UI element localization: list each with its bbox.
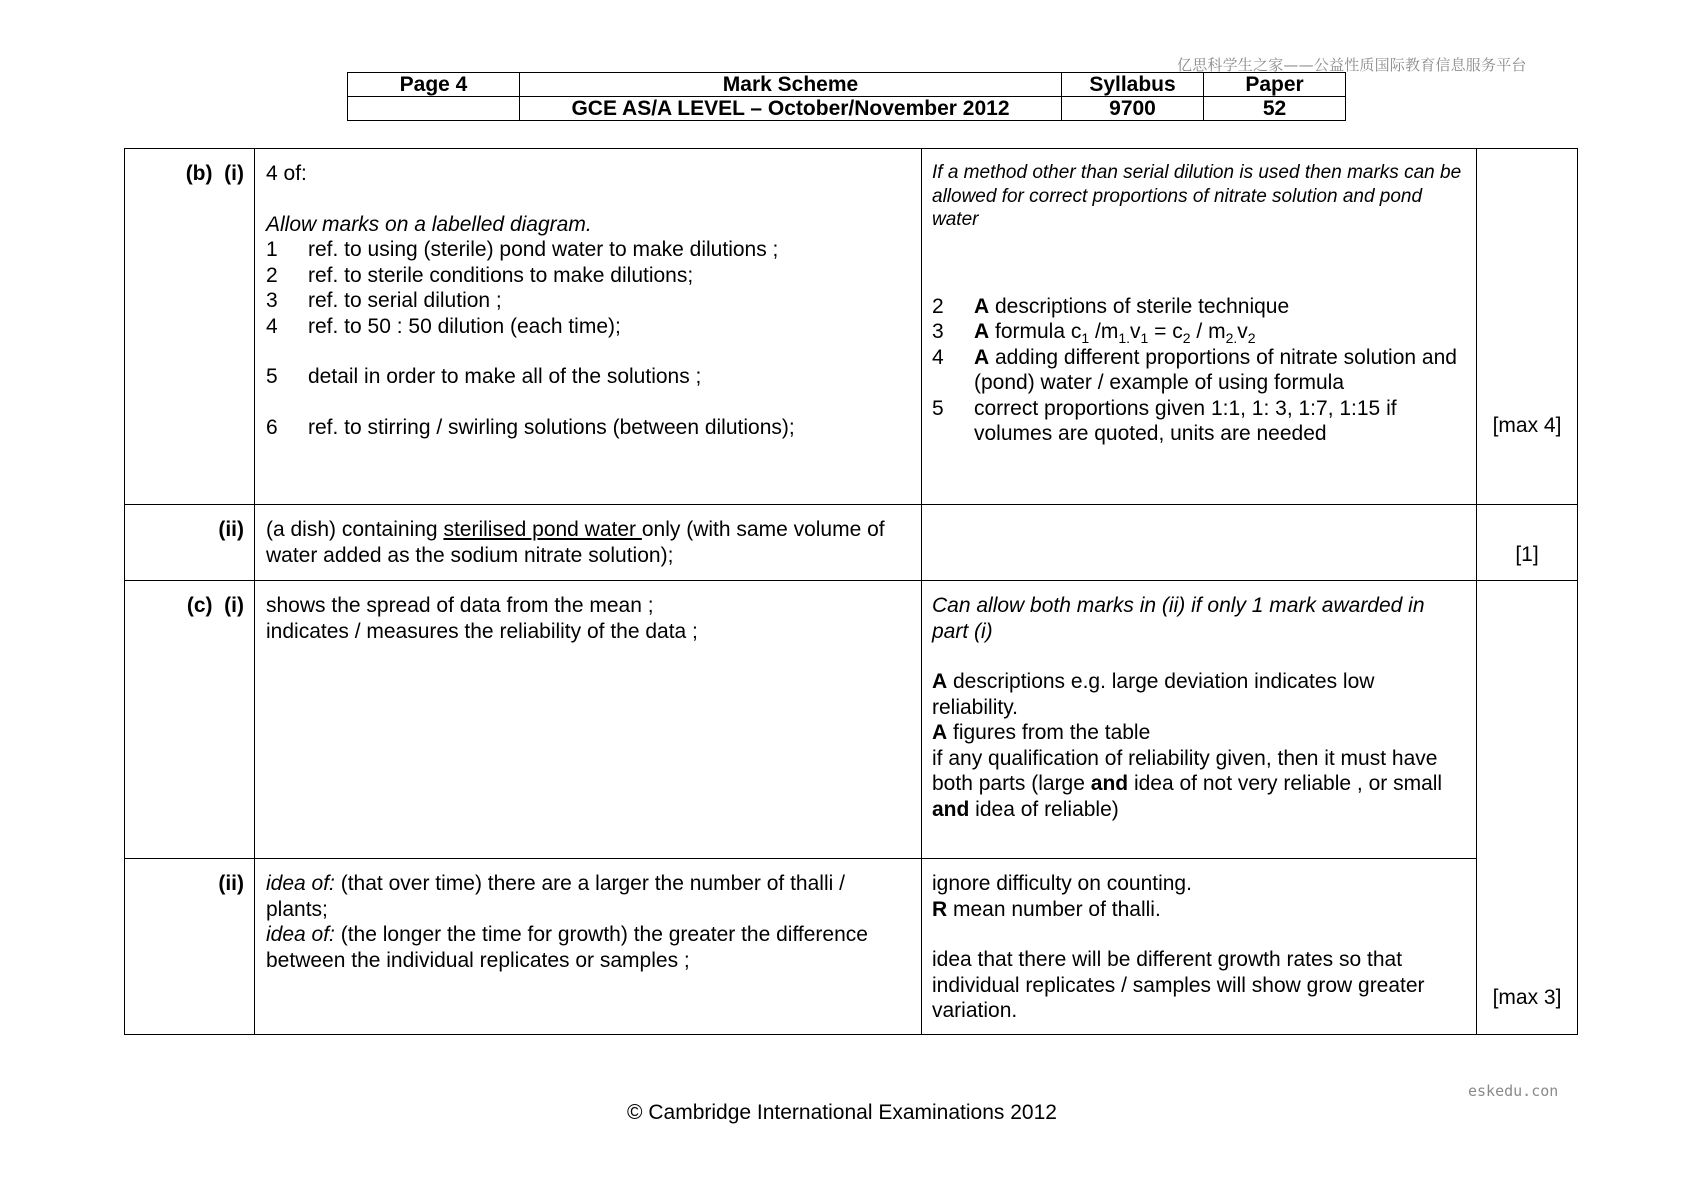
header-blank-cell: [348, 97, 520, 121]
guidance-point: 5 correct proportions given 1:1, 1: 3, 1:7, 1:15 if volumes are quoted, units are needed: [932, 396, 1397, 445]
guidance-point: 2 A descriptions of sterile technique: [932, 294, 1290, 318]
guidance-note: Can allow both marks in (ii) if only 1 mark awarded in part (i): [932, 594, 1425, 643]
answer-line: indicates / measures the reliability of the data ;: [266, 619, 698, 643]
question-label: (b) (i): [185, 162, 244, 185]
copyright-footer: © Cambridge International Examinations 2012: [627, 1101, 1057, 1124]
guidance-point: 4 A adding different proportions of nitrate solution and (pond) water / example of using formula: [932, 345, 1457, 394]
syllabus-code: 9700: [1062, 97, 1204, 121]
guidance-line: if any qualification of reliability given, then it must have both parts (large and idea of not very reliable , or small and idea of reliable): [932, 746, 1443, 821]
mark-scheme-table: [124, 148, 1578, 1035]
watermark-site: eskedu.con: [1468, 1082, 1559, 1100]
guidance-point: 3 A formula $c_1$ $/m_{1.}v_1 = c_2 / m_{2.}v_2$: [932, 320, 1256, 347]
dilution-formula: $c_1$ $/m_{1.}v_1 = c_2 / m_{2.}v_2$: [1070, 320, 1256, 347]
row-b-ii: [125, 505, 1578, 581]
row-c-i: [125, 581, 1578, 859]
answer-point: 4 ref. to 50 : 50 dilution (each time);: [266, 314, 621, 338]
question-label: (ii): [218, 872, 244, 895]
header-table: [347, 72, 1346, 121]
row-b-i: [125, 149, 1578, 505]
mark-allocation: [1]: [1515, 543, 1539, 566]
watermark-text: 亿思科学生之家——公益性质国际教育信息服务平台: [1177, 56, 1527, 74]
paper-number: 52: [1204, 97, 1346, 121]
row-c-ii: [125, 859, 1578, 1035]
guidance-line: A descriptions e.g. large deviation indicates low reliability.: [932, 670, 1375, 719]
mark-allocation: [max 3]: [1492, 986, 1562, 1009]
paper-label: Paper: [1204, 73, 1346, 97]
mark-allocation: [max 4]: [1492, 414, 1562, 437]
answer-point: 1 ref. to using (sterile) pond water to make dilutions ;: [266, 238, 779, 261]
exam-title: GCE AS/A LEVEL – October/November 2012: [520, 97, 1062, 121]
guidance-line: ignore difficulty on counting.: [932, 872, 1192, 895]
page-label: Page 4: [348, 73, 520, 97]
question-label: (c) (i): [186, 594, 244, 617]
question-label: (ii): [218, 518, 244, 541]
guidance-line: A figures from the table: [932, 721, 1151, 744]
allow-note: Allow marks on a labelled diagram.: [266, 212, 592, 236]
guidance-note: If a method other than serial dilution is used then marks can be allowed for correct proportions of nitrate solution and pond water: [932, 162, 1462, 230]
guidance-line: idea that there will be different growth rates so that individual replicates / samples will show grow greater variation.: [932, 948, 1425, 1022]
answer-point: 2 ref. to sterile conditions to make dilutions;: [266, 263, 694, 287]
guidance-line: R mean number of thalli.: [932, 897, 1161, 921]
answer-point: 6 ref. to stirring / swirling solutions (between dilutions);: [266, 415, 795, 439]
answer-point: 5 detail in order to make all of the solutions ;: [266, 365, 702, 388]
answer-intro: 4 of:: [266, 162, 307, 185]
mark-scheme-label: Mark Scheme: [520, 73, 1062, 97]
answer-point: 3 ref. to serial dilution ;: [266, 289, 502, 312]
answer-line: shows the spread of data from the mean ;: [266, 594, 654, 617]
answer-text: (a dish) containing sterilised pond water only (with same volume of water added as the sodium nitrate solution);: [266, 518, 885, 567]
answer-line: idea of: (that over time) there are a larger the number of thalli / plants;: [266, 872, 845, 921]
answer-line: idea of: (the longer the time for growth) the greater the difference between the individual replicates or samples ;: [266, 923, 868, 972]
syllabus-label: Syllabus: [1062, 73, 1204, 97]
